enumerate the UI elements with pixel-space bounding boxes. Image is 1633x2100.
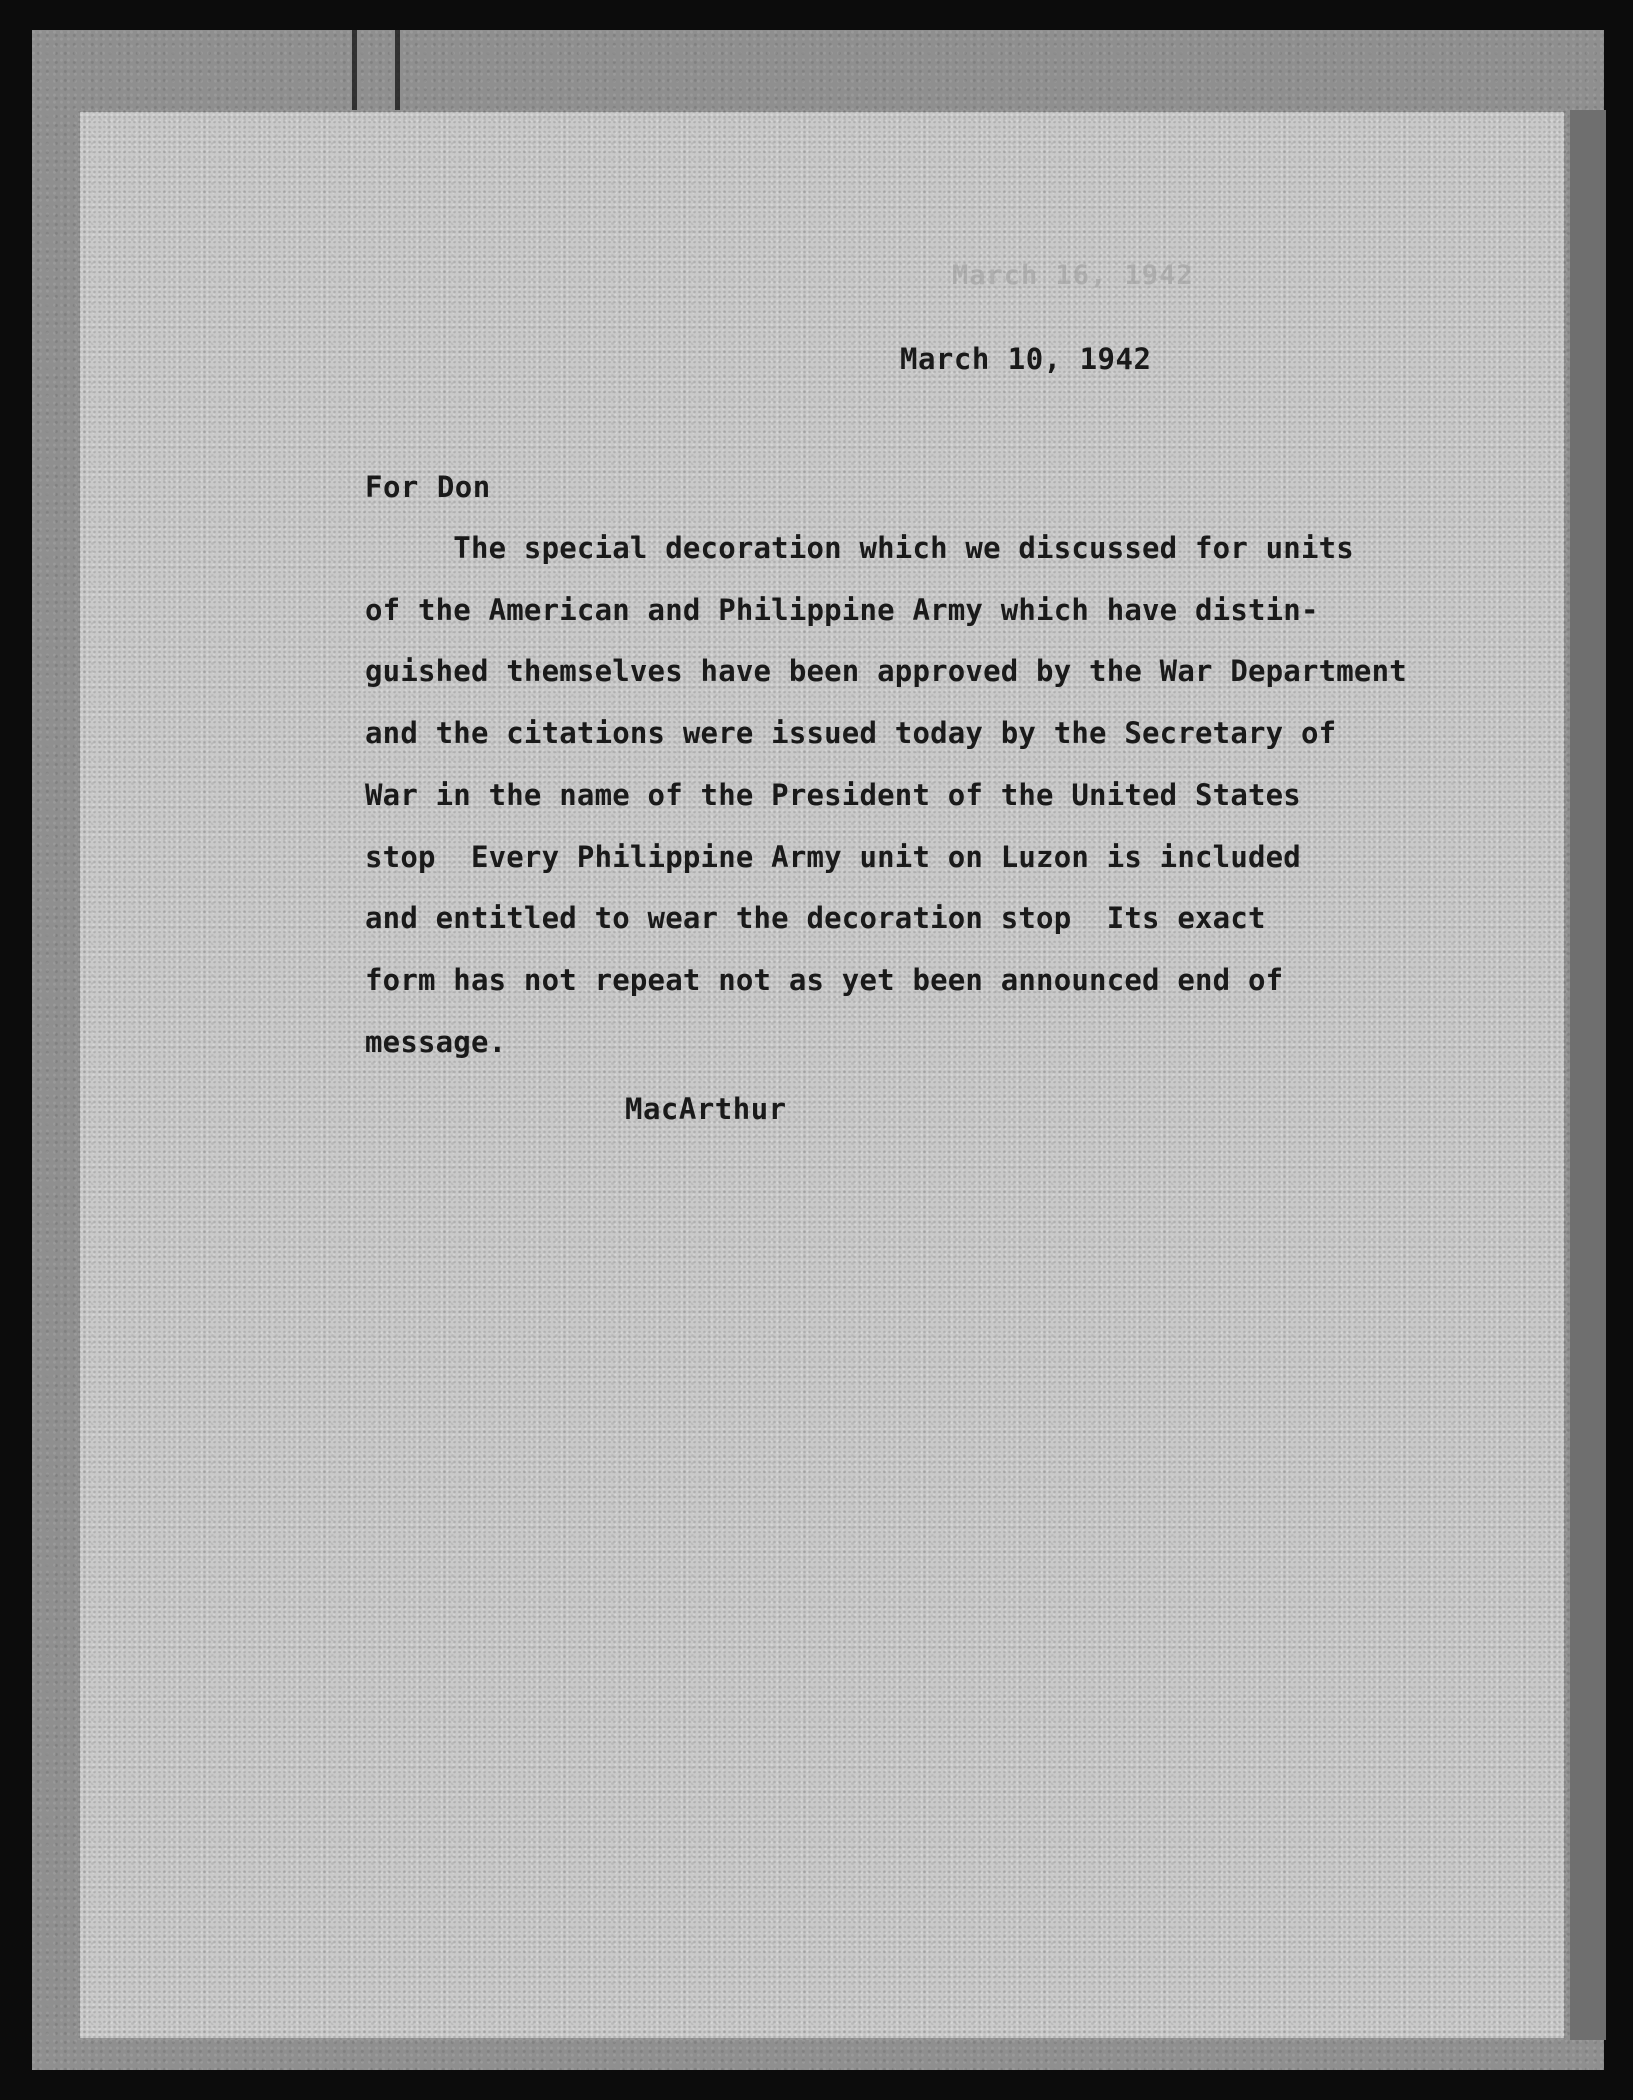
body-line: of the American and Philippine Army which have distin-	[365, 593, 1319, 627]
signature: MacArthur	[625, 1092, 787, 1126]
letter-date: March 10, 1942	[900, 342, 1152, 376]
salutation: For Don	[365, 470, 491, 504]
body-line: form has not repeat not as yet been announced end of	[365, 963, 1284, 997]
body-line: The special decoration which we discussed for units	[365, 531, 1354, 565]
right-edge-strip	[1570, 110, 1606, 2040]
letter-paper	[78, 110, 1566, 2040]
body-line: and entitled to wear the decoration stop Its exact	[365, 901, 1266, 935]
binding-clip-mark	[352, 30, 400, 118]
body-line: stop Every Philippine Army unit on Luzon is included	[365, 840, 1301, 874]
body-line: War in the name of the President of the United States	[365, 778, 1301, 812]
body-line: message.	[365, 1025, 507, 1059]
body-line: guished themselves have been approved by the War Department	[365, 654, 1407, 688]
bleedthrough-date: March 16, 1942	[952, 260, 1194, 291]
body-line: and the citations were issued today by the Secretary of	[365, 716, 1337, 750]
